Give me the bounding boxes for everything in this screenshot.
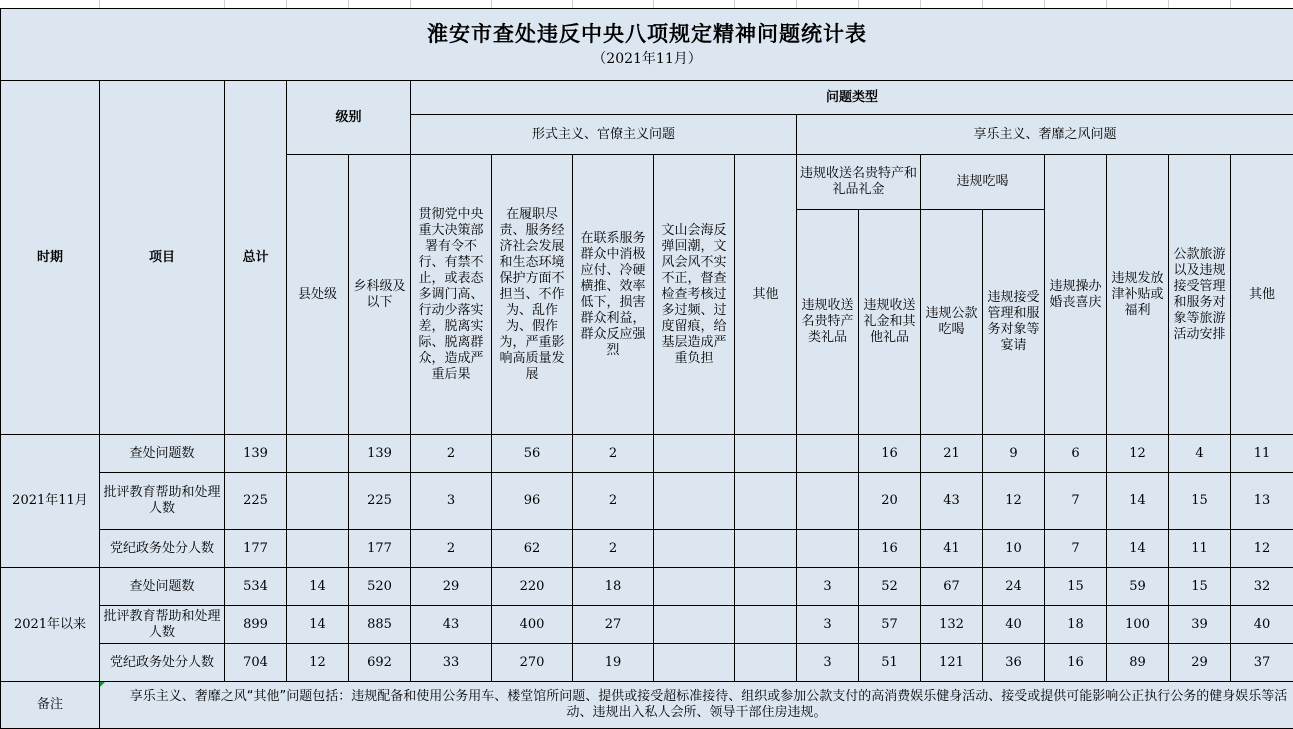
data-cell[interactable]: 3 <box>797 644 859 682</box>
data-cell[interactable]: 15 <box>1045 568 1107 606</box>
data-cell[interactable]: 14 <box>1107 530 1169 568</box>
header-level[interactable]: 级别 <box>287 81 411 155</box>
data-cell[interactable]: 177 <box>349 530 411 568</box>
header-gift-group[interactable]: 违规收送名贵特产和礼品礼金 <box>797 155 921 210</box>
data-cell[interactable]: 89 <box>1107 644 1169 682</box>
table-title: 淮安市查处违反中央八项规定精神问题统计表 <box>3 20 1291 48</box>
header-tourism[interactable]: 公款旅游以及违规接受管理和服务对象等旅游活动安排 <box>1169 155 1231 435</box>
data-cell[interactable]: 2 <box>573 435 654 473</box>
data-cell[interactable]: 12 <box>287 644 349 682</box>
data-cell[interactable]: 43 <box>921 473 983 530</box>
data-cell[interactable]: 2 <box>573 473 654 530</box>
data-cell[interactable] <box>654 644 735 682</box>
data-cell[interactable] <box>735 473 797 530</box>
data-cell[interactable]: 16 <box>859 530 921 568</box>
data-cell[interactable]: 9 <box>983 435 1045 473</box>
data-cell[interactable]: 139 <box>349 435 411 473</box>
row-label[interactable]: 查处问题数 <box>100 568 225 606</box>
data-cell[interactable]: 24 <box>983 568 1045 606</box>
header-formalism-1[interactable]: 贯彻党中央重大决策部署有令不行、有禁不止，或表态多调门高、行动少落实差，脱离实际、脱离群众，造成严重后果 <box>411 155 492 435</box>
data-cell[interactable] <box>654 606 735 644</box>
data-cell[interactable]: 11 <box>1169 530 1231 568</box>
header-formalism-3[interactable]: 在联系服务群众中消极应付、冷硬横推、效率低下，损害群众利益，群众反应强烈 <box>573 155 654 435</box>
data-cell[interactable]: 18 <box>1045 606 1107 644</box>
header-formalism-other[interactable]: 其他 <box>735 155 797 435</box>
data-cell[interactable] <box>735 644 797 682</box>
comment-indicator-icon <box>100 682 105 687</box>
data-cell[interactable]: 132 <box>921 606 983 644</box>
row-label[interactable]: 查处问题数 <box>100 435 225 473</box>
data-cell[interactable]: 59 <box>1107 568 1169 606</box>
data-cell[interactable]: 62 <box>492 530 573 568</box>
header-item[interactable]: 项目 <box>100 81 225 435</box>
data-cell[interactable]: 14 <box>1107 473 1169 530</box>
data-cell[interactable]: 885 <box>349 606 411 644</box>
header-problem-type[interactable]: 问题类型 <box>411 81 1293 115</box>
data-cell[interactable]: 16 <box>1045 644 1107 682</box>
data-cell[interactable]: 19 <box>573 644 654 682</box>
data-cell[interactable] <box>654 473 735 530</box>
data-cell[interactable]: 56 <box>492 435 573 473</box>
data-cell[interactable] <box>287 530 349 568</box>
data-cell[interactable]: 15 <box>1169 568 1231 606</box>
header-period[interactable]: 时期 <box>1 81 100 435</box>
data-cell[interactable]: 40 <box>1231 606 1293 644</box>
data-cell[interactable]: 10 <box>983 530 1045 568</box>
data-cell[interactable]: 3 <box>797 568 859 606</box>
data-cell[interactable]: 14 <box>287 606 349 644</box>
data-cell[interactable]: 29 <box>1169 644 1231 682</box>
data-cell[interactable]: 2 <box>411 530 492 568</box>
data-cell[interactable]: 121 <box>921 644 983 682</box>
statistics-table <box>0 8 1293 729</box>
data-cell[interactable]: 225 <box>225 473 287 530</box>
data-cell[interactable]: 32 <box>1231 568 1293 606</box>
data-cell[interactable] <box>735 606 797 644</box>
header-formalism[interactable]: 形式主义、官僚主义问题 <box>411 115 797 155</box>
data-cell[interactable]: 27 <box>573 606 654 644</box>
row-label[interactable]: 党纪政务处分人数 <box>100 530 225 568</box>
data-cell[interactable]: 704 <box>225 644 287 682</box>
data-cell[interactable]: 7 <box>1045 473 1107 530</box>
data-cell[interactable]: 270 <box>492 644 573 682</box>
header-township-level[interactable]: 乡科级及以下 <box>349 155 411 435</box>
data-cell[interactable]: 139 <box>225 435 287 473</box>
data-cell[interactable]: 7 <box>1045 530 1107 568</box>
header-public-dining[interactable]: 违规公款吃喝 <box>921 210 983 435</box>
header-formalism-4[interactable]: 文山会海反弹回潮，文风会风不实不正，督查检查考核过多过频、过度留痕，给基层造成严重负担 <box>654 155 735 435</box>
data-cell[interactable] <box>287 435 349 473</box>
table-subtitle: （2021年11月） <box>3 48 1291 70</box>
header-county-level[interactable]: 县处级 <box>287 155 349 435</box>
remark-text: 享乐主义、奢靡之风“其他”问题包括：违规配备和使用公务用车、楼堂馆所问题、提供或接受超标准接待、组织或参加公款支付的高消费娱乐健身活动、接受或提供可能影响公正执行公务的健身娱乐等活动、违规出入私人会所、领导干部住房违规。 <box>130 689 1287 720</box>
header-hedonism[interactable]: 享乐主义、奢靡之风问题 <box>797 115 1293 155</box>
period-cell[interactable]: 2021年以来 <box>1 568 100 682</box>
data-cell[interactable]: 11 <box>1231 435 1293 473</box>
data-cell[interactable] <box>654 435 735 473</box>
data-cell[interactable]: 534 <box>225 568 287 606</box>
data-cell[interactable]: 37 <box>1231 644 1293 682</box>
row-label[interactable]: 党纪政务处分人数 <box>100 644 225 682</box>
row-label[interactable]: 批评教育帮助和处理人数 <box>100 473 225 530</box>
data-cell[interactable]: 899 <box>225 606 287 644</box>
data-cell[interactable] <box>797 473 859 530</box>
data-cell[interactable]: 12 <box>1231 530 1293 568</box>
data-cell[interactable]: 33 <box>411 644 492 682</box>
header-gift-money[interactable]: 违规收送礼金和其他礼品 <box>859 210 921 435</box>
header-banquets[interactable]: 违规接受管理和服务对象等宴请 <box>983 210 1045 435</box>
data-cell[interactable]: 36 <box>983 644 1045 682</box>
data-cell[interactable]: 520 <box>349 568 411 606</box>
data-cell[interactable]: 39 <box>1169 606 1231 644</box>
data-cell[interactable]: 57 <box>859 606 921 644</box>
data-cell[interactable]: 12 <box>1107 435 1169 473</box>
data-cell[interactable]: 14 <box>287 568 349 606</box>
column-header-strip <box>0 0 1293 8</box>
header-hedonism-other[interactable]: 其他 <box>1231 155 1293 435</box>
header-formalism-2[interactable]: 在履职尽责、服务经济社会发展和生态环境保护方面不担当、不作为、乱作为、假作为，严重影响高质量发展 <box>492 155 573 435</box>
data-cell[interactable]: 400 <box>492 606 573 644</box>
data-cell[interactable]: 13 <box>1231 473 1293 530</box>
header-weddings-funerals[interactable]: 违规操办婚丧喜庆 <box>1045 155 1107 435</box>
data-cell[interactable]: 43 <box>411 606 492 644</box>
data-cell[interactable] <box>797 435 859 473</box>
data-cell[interactable]: 15 <box>1169 473 1231 530</box>
data-cell[interactable] <box>654 568 735 606</box>
data-cell[interactable]: 21 <box>921 435 983 473</box>
data-cell[interactable]: 220 <box>492 568 573 606</box>
data-cell[interactable]: 225 <box>349 473 411 530</box>
data-cell[interactable]: 100 <box>1107 606 1169 644</box>
data-cell[interactable]: 3 <box>411 473 492 530</box>
data-cell[interactable] <box>735 435 797 473</box>
data-cell[interactable]: 692 <box>349 644 411 682</box>
data-cell[interactable] <box>654 530 735 568</box>
header-allowances[interactable]: 违规发放津补贴或福利 <box>1107 155 1169 435</box>
data-cell[interactable]: 67 <box>921 568 983 606</box>
data-cell[interactable] <box>287 473 349 530</box>
data-cell[interactable]: 6 <box>1045 435 1107 473</box>
data-cell[interactable]: 20 <box>859 473 921 530</box>
data-cell[interactable]: 51 <box>859 644 921 682</box>
data-cell[interactable]: 3 <box>797 606 859 644</box>
title-cell[interactable] <box>1 9 1293 81</box>
period-cell[interactable]: 2021年11月 <box>1 435 100 568</box>
header-total[interactable]: 总计 <box>225 81 287 435</box>
row-label[interactable]: 批评教育帮助和处理人数 <box>100 606 225 644</box>
data-cell[interactable]: 29 <box>411 568 492 606</box>
header-gift-specialty[interactable]: 违规收送名贵特产类礼品 <box>797 210 859 435</box>
remark-label[interactable]: 备注 <box>1 682 100 729</box>
data-cell[interactable]: 12 <box>983 473 1045 530</box>
data-cell[interactable]: 96 <box>492 473 573 530</box>
data-cell[interactable]: 16 <box>859 435 921 473</box>
data-cell[interactable] <box>735 568 797 606</box>
data-cell[interactable]: 2 <box>411 435 492 473</box>
data-cell[interactable] <box>797 530 859 568</box>
header-dining-group[interactable]: 违规吃喝 <box>921 155 1045 210</box>
data-cell[interactable]: 177 <box>225 530 287 568</box>
data-cell[interactable]: 52 <box>859 568 921 606</box>
data-cell[interactable]: 18 <box>573 568 654 606</box>
data-cell[interactable]: 2 <box>573 530 654 568</box>
data-cell[interactable]: 4 <box>1169 435 1231 473</box>
data-cell[interactable] <box>735 530 797 568</box>
remark-cell[interactable] <box>100 682 1293 729</box>
data-cell[interactable]: 41 <box>921 530 983 568</box>
data-cell[interactable]: 40 <box>983 606 1045 644</box>
